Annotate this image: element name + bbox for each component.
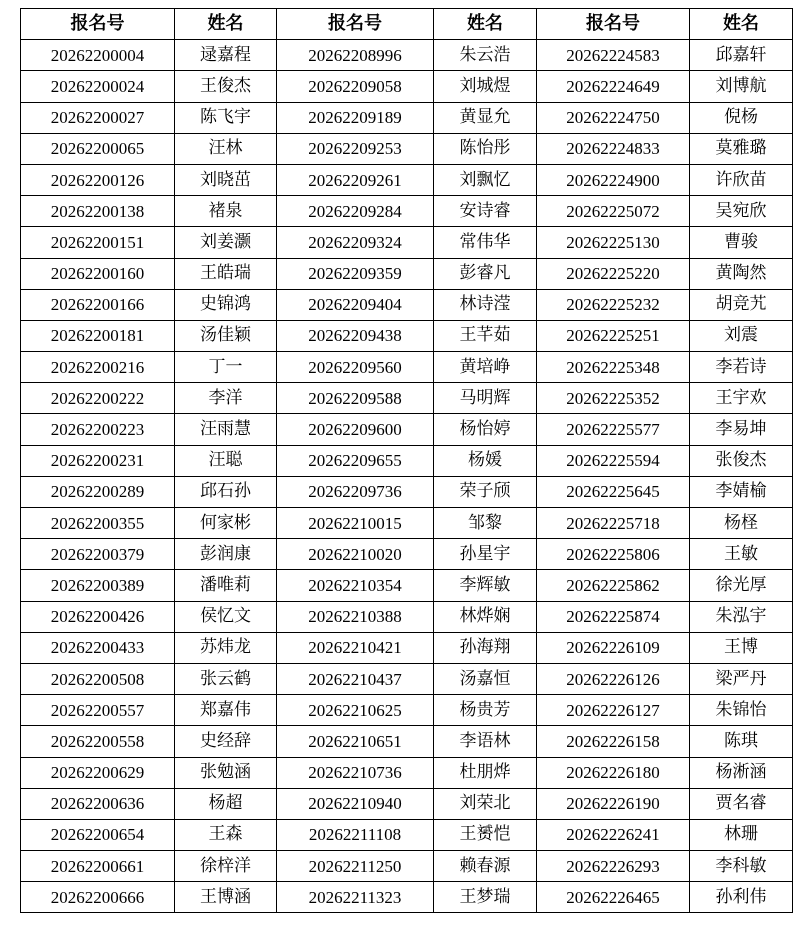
name-cell: 王敏 xyxy=(690,539,793,570)
registration-number-cell: 20262226465 xyxy=(537,882,690,913)
registration-number-cell: 20262200389 xyxy=(21,570,175,601)
registration-number-cell: 20262200426 xyxy=(21,601,175,632)
table-row xyxy=(21,383,793,414)
name-cell: 汪雨慧 xyxy=(175,414,277,445)
name-cell: 陈怡彤 xyxy=(434,133,537,164)
table-row xyxy=(21,539,793,570)
name-cell: 王博 xyxy=(690,632,793,663)
registration-number-cell: 20262200160 xyxy=(21,258,175,289)
registration-number-cell: 20262225806 xyxy=(537,539,690,570)
registration-number-cell: 20262224900 xyxy=(537,164,690,195)
registration-number-cell: 20262209189 xyxy=(277,102,434,133)
registration-number-cell: 20262200654 xyxy=(21,819,175,850)
registration-number-cell: 20262200558 xyxy=(21,726,175,757)
registration-number-cell: 20262226127 xyxy=(537,695,690,726)
name-cell: 李若诗 xyxy=(690,352,793,383)
name-cell: 李辉敏 xyxy=(434,570,537,601)
registration-number-cell: 20262209058 xyxy=(277,71,434,102)
table-row xyxy=(21,227,793,258)
name-cell: 马明辉 xyxy=(434,383,537,414)
name-cell: 潘唯莉 xyxy=(175,570,277,601)
table-row xyxy=(21,508,793,539)
name-cell: 刘姜灏 xyxy=(175,227,277,258)
name-cell: 史锦鸿 xyxy=(175,289,277,320)
registration-number-cell: 20262209324 xyxy=(277,227,434,258)
name-cell: 逯嘉程 xyxy=(175,40,277,71)
header-name-3: 姓名 xyxy=(690,9,793,40)
registration-number-cell: 20262200661 xyxy=(21,851,175,882)
registration-number-cell: 20262200433 xyxy=(21,632,175,663)
registration-number-cell: 20262210015 xyxy=(277,508,434,539)
name-cell: 朱泓宇 xyxy=(690,601,793,632)
registration-number-cell: 20262211108 xyxy=(277,819,434,850)
name-cell: 侯忆文 xyxy=(175,601,277,632)
registration-number-cell: 20262209655 xyxy=(277,445,434,476)
table-row xyxy=(21,601,793,632)
name-cell: 何家彬 xyxy=(175,508,277,539)
registration-number-cell: 20262209600 xyxy=(277,414,434,445)
header-registration-number-2: 报名号 xyxy=(277,9,434,40)
registration-number-cell: 20262200166 xyxy=(21,289,175,320)
table-row xyxy=(21,726,793,757)
name-cell: 邱嘉轩 xyxy=(690,40,793,71)
registration-number-cell: 20262200138 xyxy=(21,196,175,227)
name-cell: 汪聪 xyxy=(175,445,277,476)
name-cell: 杜朋烨 xyxy=(434,757,537,788)
table-row xyxy=(21,632,793,663)
name-cell: 王俊杰 xyxy=(175,71,277,102)
registration-number-cell: 20262200126 xyxy=(21,164,175,195)
name-cell: 彭睿凡 xyxy=(434,258,537,289)
table-row xyxy=(21,352,793,383)
registration-number-cell: 20262210736 xyxy=(277,757,434,788)
name-cell: 常伟华 xyxy=(434,227,537,258)
name-cell: 黄显允 xyxy=(434,102,537,133)
table-row xyxy=(21,414,793,445)
name-cell: 张云鹤 xyxy=(175,663,277,694)
table-row xyxy=(21,570,793,601)
name-cell: 孙利伟 xyxy=(690,882,793,913)
registration-number-cell: 20262211323 xyxy=(277,882,434,913)
table-row xyxy=(21,788,793,819)
name-cell: 莫雅璐 xyxy=(690,133,793,164)
name-cell: 刘城煜 xyxy=(434,71,537,102)
registration-number-cell: 20262224583 xyxy=(537,40,690,71)
table-row xyxy=(21,663,793,694)
registration-number-cell: 20262200289 xyxy=(21,476,175,507)
name-cell: 王赟恺 xyxy=(434,819,537,850)
table-row xyxy=(21,164,793,195)
name-cell: 林烨娴 xyxy=(434,601,537,632)
registration-number-cell: 20262200027 xyxy=(21,102,175,133)
table-row xyxy=(21,882,793,913)
registration-number-cell: 20262210437 xyxy=(277,663,434,694)
table-row xyxy=(21,71,793,102)
header-registration-number-3: 报名号 xyxy=(537,9,690,40)
registration-number-cell: 20262209261 xyxy=(277,164,434,195)
name-cell: 李科敏 xyxy=(690,851,793,882)
name-cell: 孙海翔 xyxy=(434,632,537,663)
name-cell: 王梦瑞 xyxy=(434,882,537,913)
registration-number-cell: 20262225072 xyxy=(537,196,690,227)
registration-number-cell: 20262210421 xyxy=(277,632,434,663)
name-cell: 杨柽 xyxy=(690,508,793,539)
table-row xyxy=(21,695,793,726)
name-cell: 胡竞艽 xyxy=(690,289,793,320)
header-registration-number-1: 报名号 xyxy=(21,9,175,40)
name-cell: 刘博航 xyxy=(690,71,793,102)
registration-number-cell: 20262225645 xyxy=(537,476,690,507)
registration-number-cell: 20262200223 xyxy=(21,414,175,445)
registration-number-cell: 20262200231 xyxy=(21,445,175,476)
name-cell: 林珊 xyxy=(690,819,793,850)
header-row xyxy=(21,9,793,40)
registration-number-cell: 20262225348 xyxy=(537,352,690,383)
name-cell: 王皓瑞 xyxy=(175,258,277,289)
table-row xyxy=(21,445,793,476)
name-cell: 陈飞宇 xyxy=(175,102,277,133)
name-cell: 黄陶然 xyxy=(690,258,793,289)
registration-number-cell: 20262211250 xyxy=(277,851,434,882)
table-row xyxy=(21,196,793,227)
name-cell: 褚泉 xyxy=(175,196,277,227)
registration-number-cell: 20262225594 xyxy=(537,445,690,476)
registration-number-cell: 20262210354 xyxy=(277,570,434,601)
header-name-1: 姓名 xyxy=(175,9,277,40)
name-cell: 汤佳颖 xyxy=(175,320,277,351)
name-cell: 王芊茹 xyxy=(434,320,537,351)
registration-number-cell: 20262209588 xyxy=(277,383,434,414)
registration-number-cell: 20262200181 xyxy=(21,320,175,351)
table-row xyxy=(21,476,793,507)
registration-number-cell: 20262200629 xyxy=(21,757,175,788)
registration-number-cell: 20262200666 xyxy=(21,882,175,913)
name-cell: 朱云浩 xyxy=(434,40,537,71)
registration-number-cell: 20262225130 xyxy=(537,227,690,258)
table-body xyxy=(21,40,793,913)
name-cell: 徐梓洋 xyxy=(175,851,277,882)
registration-number-cell: 20262209284 xyxy=(277,196,434,227)
table-row xyxy=(21,819,793,850)
table-row xyxy=(21,757,793,788)
registration-number-cell: 20262225251 xyxy=(537,320,690,351)
registration-number-cell: 20262209736 xyxy=(277,476,434,507)
registration-number-cell: 20262225862 xyxy=(537,570,690,601)
registration-number-cell: 20262224750 xyxy=(537,102,690,133)
registration-number-cell: 20262210651 xyxy=(277,726,434,757)
name-cell: 吴宛欣 xyxy=(690,196,793,227)
name-cell: 贾名睿 xyxy=(690,788,793,819)
registration-number-cell: 20262210020 xyxy=(277,539,434,570)
registration-number-cell: 20262200065 xyxy=(21,133,175,164)
registration-number-cell: 20262226293 xyxy=(537,851,690,882)
admission-list-table xyxy=(20,8,793,913)
name-cell: 陈琪 xyxy=(690,726,793,757)
name-cell: 朱锦怡 xyxy=(690,695,793,726)
registration-number-cell: 20262209359 xyxy=(277,258,434,289)
registration-number-cell: 20262224649 xyxy=(537,71,690,102)
registration-number-cell: 20262225874 xyxy=(537,601,690,632)
name-cell: 李语林 xyxy=(434,726,537,757)
registration-number-cell: 20262225718 xyxy=(537,508,690,539)
table-row xyxy=(21,102,793,133)
registration-number-cell: 20262200355 xyxy=(21,508,175,539)
name-cell: 苏炜龙 xyxy=(175,632,277,663)
name-cell: 荣子颀 xyxy=(434,476,537,507)
registration-number-cell: 20262225220 xyxy=(537,258,690,289)
registration-number-cell: 20262200379 xyxy=(21,539,175,570)
registration-number-cell: 20262200151 xyxy=(21,227,175,258)
name-cell: 杨媛 xyxy=(434,445,537,476)
registration-number-cell: 20262209404 xyxy=(277,289,434,320)
table-row xyxy=(21,133,793,164)
table-row xyxy=(21,258,793,289)
name-cell: 刘荣北 xyxy=(434,788,537,819)
header-name-2: 姓名 xyxy=(434,9,537,40)
registration-number-cell: 20262210625 xyxy=(277,695,434,726)
registration-number-cell: 20262226190 xyxy=(537,788,690,819)
registration-number-cell: 20262226126 xyxy=(537,663,690,694)
registration-number-cell: 20262226158 xyxy=(537,726,690,757)
registration-number-cell: 20262225577 xyxy=(537,414,690,445)
name-cell: 李易坤 xyxy=(690,414,793,445)
registration-number-cell: 20262209560 xyxy=(277,352,434,383)
registration-number-cell: 20262224833 xyxy=(537,133,690,164)
name-cell: 彭润康 xyxy=(175,539,277,570)
registration-number-cell: 20262209438 xyxy=(277,320,434,351)
name-cell: 徐光厚 xyxy=(690,570,793,601)
table-header xyxy=(21,9,793,40)
name-cell: 张勉涵 xyxy=(175,757,277,788)
name-cell: 刘飘忆 xyxy=(434,164,537,195)
registration-number-cell: 20262200557 xyxy=(21,695,175,726)
name-cell: 王宇欢 xyxy=(690,383,793,414)
name-cell: 赖春源 xyxy=(434,851,537,882)
name-cell: 邹黎 xyxy=(434,508,537,539)
table-row xyxy=(21,320,793,351)
name-cell: 许欣苗 xyxy=(690,164,793,195)
name-cell: 邱石孙 xyxy=(175,476,277,507)
name-cell: 杨怡婷 xyxy=(434,414,537,445)
name-cell: 梁严丹 xyxy=(690,663,793,694)
name-cell: 张俊杰 xyxy=(690,445,793,476)
registration-number-cell: 20262225232 xyxy=(537,289,690,320)
registration-number-cell: 20262226180 xyxy=(537,757,690,788)
registration-number-cell: 20262200004 xyxy=(21,40,175,71)
name-cell: 刘晓茁 xyxy=(175,164,277,195)
name-cell: 杨超 xyxy=(175,788,277,819)
registration-number-cell: 20262210388 xyxy=(277,601,434,632)
registration-number-cell: 20262208996 xyxy=(277,40,434,71)
name-cell: 王博涵 xyxy=(175,882,277,913)
name-cell: 丁一 xyxy=(175,352,277,383)
registration-number-cell: 20262226241 xyxy=(537,819,690,850)
registration-number-cell: 20262200636 xyxy=(21,788,175,819)
registration-number-cell: 20262226109 xyxy=(537,632,690,663)
registration-number-cell: 20262225352 xyxy=(537,383,690,414)
registration-number-cell: 20262209253 xyxy=(277,133,434,164)
registration-number-cell: 20262200222 xyxy=(21,383,175,414)
name-cell: 林诗滢 xyxy=(434,289,537,320)
name-cell: 李洋 xyxy=(175,383,277,414)
table-row xyxy=(21,289,793,320)
name-cell: 杨淅涵 xyxy=(690,757,793,788)
registration-number-cell: 20262200508 xyxy=(21,663,175,694)
name-cell: 杨贵芳 xyxy=(434,695,537,726)
name-cell: 安诗睿 xyxy=(434,196,537,227)
name-cell: 史经辞 xyxy=(175,726,277,757)
name-cell: 黄培峥 xyxy=(434,352,537,383)
registration-number-cell: 20262200024 xyxy=(21,71,175,102)
registration-number-cell: 20262210940 xyxy=(277,788,434,819)
name-cell: 孙星宇 xyxy=(434,539,537,570)
table-row xyxy=(21,40,793,71)
registration-number-cell: 20262200216 xyxy=(21,352,175,383)
name-cell: 曹骏 xyxy=(690,227,793,258)
name-cell: 汪林 xyxy=(175,133,277,164)
name-cell: 李婧榆 xyxy=(690,476,793,507)
name-cell: 郑嘉伟 xyxy=(175,695,277,726)
table-row xyxy=(21,851,793,882)
name-cell: 倪杨 xyxy=(690,102,793,133)
name-cell: 王森 xyxy=(175,819,277,850)
name-cell: 汤嘉恒 xyxy=(434,663,537,694)
name-cell: 刘震 xyxy=(690,320,793,351)
